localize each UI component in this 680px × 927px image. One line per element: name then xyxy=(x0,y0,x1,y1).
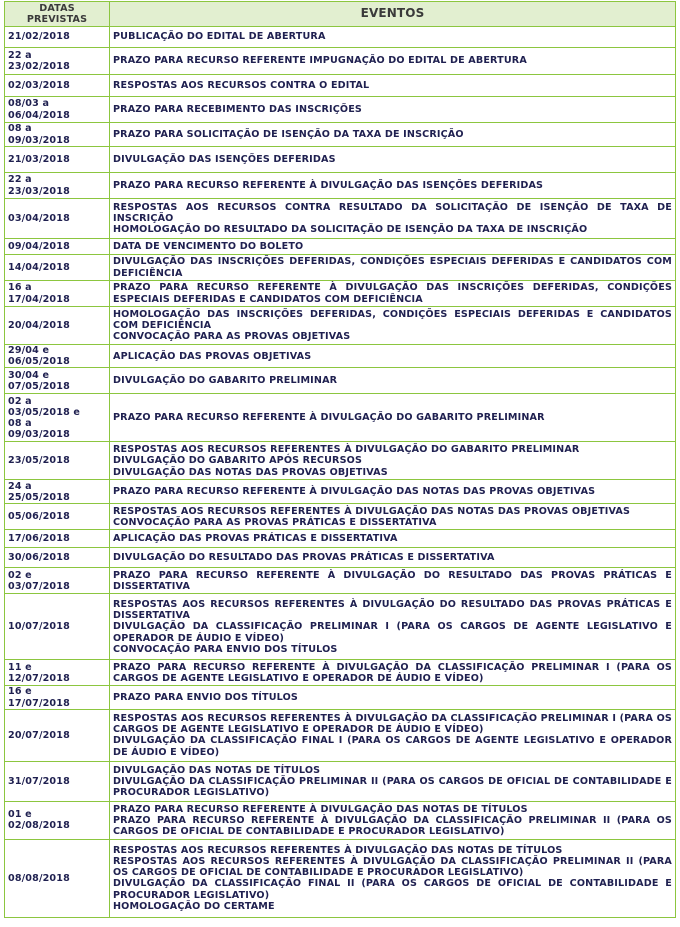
schedule-table-body xyxy=(5,27,676,918)
event-line: PRAZO PARA RECURSO REFERENTE À DIVULGAÇÃO DO RESULTADO DAS PROVAS PRÁTICAS E DISSERTATIVA xyxy=(113,569,672,592)
date-cell: 11 e 12/07/2018 xyxy=(5,660,110,686)
event-line: RESPOSTAS AOS RECURSOS REFERENTES À DIVULGAÇÃO DA CLASSIFICAÇÃO PRELIMINAR I (PARA OS CARGOS DE AGENTE LEGISLATIVO E OPERADOR DE ÁUDIO E VÍDEO) xyxy=(113,712,672,736)
table-row xyxy=(5,686,676,709)
table-row xyxy=(5,75,676,97)
table-row xyxy=(5,48,676,75)
event-cell xyxy=(110,548,676,568)
date-cell: 16 e 17/07/2018 xyxy=(5,686,110,709)
event-line: DIVULGAÇÃO DAS ISENÇÕES DEFERIDAS xyxy=(113,153,336,165)
date-cell: 08/03 a 06/04/2018 xyxy=(5,97,110,123)
date-cell: 30/06/2018 xyxy=(5,548,110,568)
event-cell xyxy=(110,530,676,548)
date-cell: 03/04/2018 xyxy=(5,199,110,239)
event-cell xyxy=(110,761,676,801)
date-cell: 20/04/2018 xyxy=(5,307,110,345)
event-cell xyxy=(110,504,676,530)
date-cell: 21/02/2018 xyxy=(5,27,110,48)
date-cell: 31/07/2018 xyxy=(5,761,110,801)
date-cell: 16 a 17/04/2018 xyxy=(5,281,110,307)
event-cell xyxy=(110,345,676,368)
table-row xyxy=(5,480,676,504)
event-line: PRAZO PARA RECURSO REFERENTE À DIVULGAÇÃO DAS INSCRIÇÕES DEFERIDAS, CONDIÇÕES ESPECIAIS DEFERIDAS E CANDIDATOS COM DEFICIÊNCIA xyxy=(113,282,672,305)
event-cell xyxy=(110,660,676,686)
date-cell: 21/03/2018 xyxy=(5,147,110,173)
header-row xyxy=(5,2,676,27)
date-cell: 02/03/2018 xyxy=(5,75,110,97)
table-row xyxy=(5,839,676,917)
event-cell xyxy=(110,594,676,660)
event-line: APLICAÇÃO DAS PROVAS PRÁTICAS E DISSERTATIVA xyxy=(113,533,398,545)
date-cell: 09/04/2018 xyxy=(5,239,110,255)
table-row xyxy=(5,255,676,281)
event-line: CONVOCAÇÃO PARA AS PROVAS OBJETIVAS xyxy=(113,331,351,343)
event-line: PRAZO PARA RECURSO REFERENTE À DIVULGAÇÃO DAS NOTAS DAS PROVAS OBJETIVAS xyxy=(113,486,596,498)
table-row xyxy=(5,281,676,307)
event-cell xyxy=(110,75,676,97)
event-line: RESPOSTAS AOS RECURSOS CONTRA RESULTADO DA SOLICITAÇÃO DE ISENÇÃO DE TAXA DE INSCRIÇÃO xyxy=(113,201,672,224)
date-column-header xyxy=(5,2,110,27)
event-cell xyxy=(110,568,676,594)
date-cell: 02 a 03/05/2018 e 08 a 09/03/2018 xyxy=(5,394,110,442)
date-cell: 20/07/2018 xyxy=(5,709,110,761)
table-row xyxy=(5,709,676,761)
event-line: PRAZO PARA RECURSO REFERENTE À DIVULGAÇÃO DAS NOTAS DE TÍTULOS xyxy=(113,803,528,815)
event-line: RESPOSTAS AOS RECURSOS REFERENTES À DIVULGAÇÃO DAS NOTAS DE TÍTULOS xyxy=(113,844,563,856)
event-cell xyxy=(110,255,676,281)
event-line: RESPOSTAS AOS RECURSOS REFERENTES À DIVULGAÇÃO DAS NOTAS DAS PROVAS OBJETIVAS xyxy=(113,505,631,517)
table-row xyxy=(5,368,676,394)
event-line: DIVULGAÇÃO DA CLASSIFICAÇÃO PRELIMINAR II (PARA OS CARGOS DE OFICIAL DE CONTABILIDADE E PROCURADOR LEGISLATIVO) xyxy=(113,775,672,798)
event-cell xyxy=(110,480,676,504)
table-row xyxy=(5,27,676,48)
date-cell: 08 a 09/03/2018 xyxy=(5,123,110,147)
table-row xyxy=(5,801,676,839)
event-column-header-label: EVENTOS xyxy=(360,6,425,21)
event-cell xyxy=(110,27,676,48)
table-row xyxy=(5,123,676,147)
table-row xyxy=(5,239,676,255)
event-cell xyxy=(110,368,676,394)
event-line: DIVULGAÇÃO DAS NOTAS DE TÍTULOS xyxy=(113,764,321,776)
date-cell: 14/04/2018 xyxy=(5,255,110,281)
event-line: RESPOSTAS AOS RECURSOS CONTRA O EDITAL xyxy=(113,79,370,91)
table-row xyxy=(5,530,676,548)
table-row xyxy=(5,147,676,173)
table-row xyxy=(5,660,676,686)
schedule-table xyxy=(4,1,676,918)
event-cell xyxy=(110,394,676,442)
event-cell xyxy=(110,97,676,123)
event-line: CONVOCAÇÃO PARA ENVIO DOS TÍTULOS xyxy=(113,643,338,655)
date-cell: 24 a 25/05/2018 xyxy=(5,480,110,504)
event-line: DIVULGAÇÃO DO GABARITO PRELIMINAR xyxy=(113,375,338,387)
event-line: DIVULGAÇÃO DA CLASSIFICAÇÃO PRELIMINAR I (PARA OS CARGOS DE AGENTE LEGISLATIVO E OPERADOR DE ÁUDIO E VÍDEO) xyxy=(113,621,672,644)
table-row xyxy=(5,173,676,199)
date-cell: 30/04 e 07/05/2018 xyxy=(5,368,110,394)
table-row xyxy=(5,504,676,530)
event-line: DATA DE VENCIMENTO DO BOLETO xyxy=(113,240,304,252)
date-column-header-label: DATAS PREVISTAS xyxy=(26,2,88,25)
event-line: RESPOSTAS AOS RECURSOS REFERENTES À DIVULGAÇÃO DO RESULTADO DAS PROVAS PRÁTICAS E DISSERTATIVA xyxy=(113,598,672,622)
event-line: DIVULGAÇÃO DO RESULTADO DAS PROVAS PRÁTICAS E DISSERTATIVA xyxy=(113,552,495,564)
date-cell: 08/08/2018 xyxy=(5,839,110,917)
event-line: CONVOCAÇÃO PARA AS PROVAS PRÁTICAS E DISSERTATIVA xyxy=(113,516,437,528)
event-cell xyxy=(110,839,676,917)
table-row xyxy=(5,199,676,239)
event-line: PUBLICAÇÃO DO EDITAL DE ABERTURA xyxy=(113,31,326,43)
date-cell: 22 a 23/03/2018 xyxy=(5,173,110,199)
date-cell: 22 a 23/02/2018 xyxy=(5,48,110,75)
table-row xyxy=(5,394,676,442)
event-line: RESPOSTAS AOS RECURSOS REFERENTES À DIVULGAÇÃO DA CLASSIFICAÇÃO PRELIMINAR II (PARA OS CARGOS DE OFICIAL DE CONTABILIDADE E PROCURADOR LEGISLATIVO) xyxy=(113,855,672,879)
date-cell: 02 e 03/07/2018 xyxy=(5,568,110,594)
table-row xyxy=(5,345,676,368)
event-line: PRAZO PARA RECURSO REFERENTE À DIVULGAÇÃO DA CLASSIFICAÇÃO PRELIMINAR II (PARA OS CARGOS DE OFICIAL DE CONTABILIDADE E PROCURADOR LEGISLATIVO) xyxy=(113,814,672,837)
table-row xyxy=(5,442,676,480)
event-line: PRAZO PARA ENVIO DOS TÍTULOS xyxy=(113,692,298,703)
event-line: PRAZO PARA SOLICITAÇÃO DE ISENÇÃO DA TAXA DE INSCRIÇÃO xyxy=(113,128,464,140)
table-row xyxy=(5,761,676,801)
date-cell: 10/07/2018 xyxy=(5,594,110,660)
table-row xyxy=(5,548,676,568)
schedule-table-wrapper xyxy=(4,1,676,918)
event-line: HOMOLOGAÇÃO DO CERTAME xyxy=(113,900,275,912)
date-cell: 29/04 e 06/05/2018 xyxy=(5,345,110,368)
event-cell xyxy=(110,686,676,709)
schedule-table-header xyxy=(5,2,676,27)
event-cell xyxy=(110,123,676,147)
table-row xyxy=(5,568,676,594)
event-line: DIVULGAÇÃO DA CLASSIFICAÇÃO FINAL II (PARA OS CARGOS DE OFICIAL DE CONTABILIDADE E PROCURADOR LEGISLATIVO) xyxy=(113,878,672,901)
event-cell xyxy=(110,48,676,75)
event-line: HOMOLOGAÇÃO DAS INSCRIÇÕES DEFERIDAS, CONDIÇÕES ESPECIAIS DEFERIDAS E CANDIDATOS COM DEFICIÊNCIA xyxy=(113,308,672,331)
event-cell xyxy=(110,199,676,239)
date-cell: 17/06/2018 xyxy=(5,530,110,548)
event-line: DIVULGAÇÃO DA CLASSIFICAÇÃO FINAL I (PARA OS CARGOS DE AGENTE LEGISLATIVO E OPERADOR DE ÁUDIO E VÍDEO) xyxy=(113,735,672,758)
event-line: DIVULGAÇÃO DO GABARITO APÓS RECURSOS xyxy=(113,455,363,467)
date-cell: 01 e 02/08/2018 xyxy=(5,801,110,839)
table-row xyxy=(5,307,676,345)
event-cell xyxy=(110,709,676,761)
event-cell xyxy=(110,173,676,199)
event-cell xyxy=(110,801,676,839)
event-line: HOMOLOGAÇÃO DO RESULTADO DA SOLICITAÇÃO DE ISENÇÃO DA TAXA DE INSCRIÇÃO xyxy=(113,224,588,236)
event-line: PRAZO PARA RECURSO REFERENTE À DIVULGAÇÃO DO GABARITO PRELIMINAR xyxy=(113,412,545,424)
event-line: DIVULGAÇÃO DAS NOTAS DAS PROVAS OBJETIVAS xyxy=(113,466,388,478)
event-cell xyxy=(110,239,676,255)
event-line: PRAZO PARA RECEBIMENTO DAS INSCRIÇÕES xyxy=(113,103,362,115)
table-row xyxy=(5,594,676,660)
event-line: RESPOSTAS AOS RECURSOS REFERENTES À DIVULGAÇÃO DO GABARITO PRELIMINAR xyxy=(113,444,580,456)
event-cell xyxy=(110,442,676,480)
event-line: DIVULGAÇÃO DAS INSCRIÇÕES DEFERIDAS, CONDIÇÕES ESPECIAIS DEFERIDAS E CANDIDATOS COM DEFICIÊNCIA xyxy=(113,256,672,279)
table-row xyxy=(5,97,676,123)
date-cell: 05/06/2018 xyxy=(5,504,110,530)
date-cell: 23/05/2018 xyxy=(5,442,110,480)
event-line: PRAZO PARA RECURSO REFERENTE À DIVULGAÇÃO DA CLASSIFICAÇÃO PRELIMINAR I (PARA OS CARGOS DE AGENTE LEGISLATIVO E OPERADOR DE ÁUDIO E VÍDEO) xyxy=(113,661,672,684)
event-column-header xyxy=(110,2,676,27)
event-cell xyxy=(110,147,676,173)
event-line: PRAZO PARA RECURSO REFERENTE IMPUGNAÇÃO DO EDITAL DE ABERTURA xyxy=(113,55,527,67)
event-line: APLICAÇÃO DAS PROVAS OBJETIVAS xyxy=(113,350,312,362)
event-cell xyxy=(110,307,676,345)
event-cell xyxy=(110,281,676,307)
event-line: PRAZO PARA RECURSO REFERENTE À DIVULGAÇÃO DAS ISENÇÕES DEFERIDAS xyxy=(113,179,544,191)
